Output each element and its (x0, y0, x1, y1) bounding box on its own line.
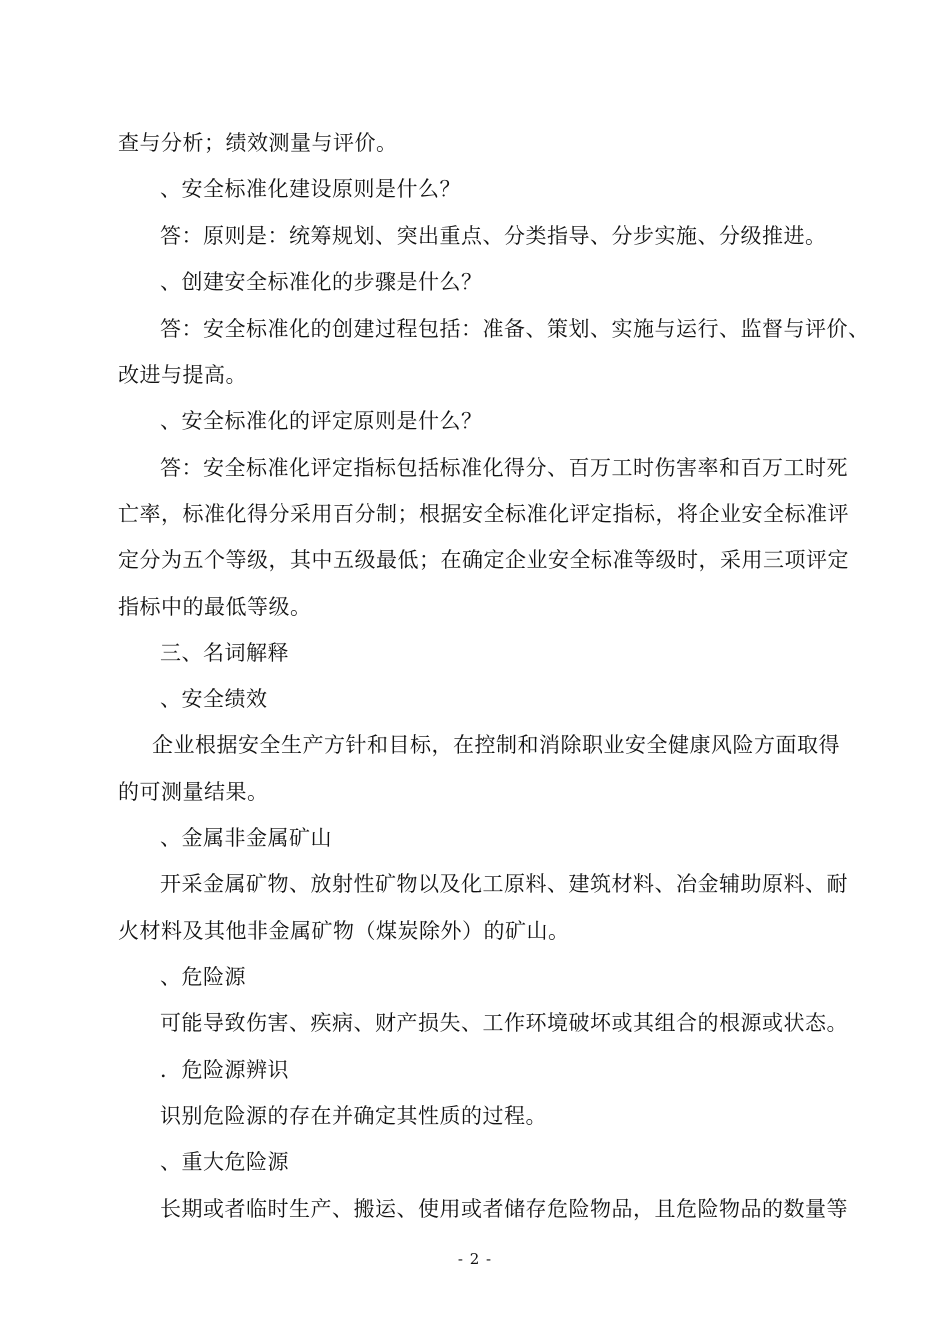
page-number: - 2 - (457, 1250, 493, 1268)
definition-line: 可能导致伤害、疾病、财产损失、工作环境破坏或其组合的根源或状态。 (160, 1011, 848, 1035)
text-line: 亡率，标准化得分采用百分制；根据安全标准化评定指标，将企业安全标准评 (118, 502, 849, 526)
definition-line: 企业根据安全生产方针和目标，在控制和消除职业安全健康风险方面取得 (152, 733, 840, 757)
answer-line: 答：安全标准化评定指标包括标准化得分、百万工时伤害率和百万工时死 (160, 456, 848, 480)
definition-line: 火材料及其他非金属矿物（煤炭除外）的矿山。 (118, 919, 570, 943)
answer-line: 答：安全标准化的创建过程包括：准备、策划、实施与运行、监督与评价、 (160, 317, 870, 341)
definition-line: 的可测量结果。 (118, 780, 269, 804)
term-heading: 、重大危险源 (160, 1150, 289, 1174)
text-line: 改进与提高。 (118, 363, 247, 387)
definition-line: 识别危险源的存在并确定其性质的过程。 (160, 1104, 547, 1128)
term-heading: ．危险源辨识 (160, 1058, 289, 1082)
definition-line: 开采金属矿物、放射性矿物以及化工原料、建筑材料、冶金辅助原料、耐 (160, 872, 848, 896)
definition-line: 长期或者临时生产、搬运、使用或者储存危险物品，且危险物品的数量等 (160, 1197, 848, 1221)
question-heading: 、安全标准化建设原则是什么？ (160, 177, 461, 201)
question-heading: 、安全标准化的评定原则是什么？ (160, 409, 483, 433)
text-line: 定分为五个等级，其中五级最低；在确定企业安全标准等级时，采用三项评定 (118, 548, 849, 572)
answer-line: 答：原则是：统筹规划、突出重点、分类指导、分步实施、分级推进。 (160, 224, 827, 248)
term-heading: 、安全绩效 (160, 687, 268, 711)
text-line: 查与分析；绩效测量与评价。 (118, 131, 398, 155)
text-line: 指标中的最低等级。 (118, 595, 312, 619)
term-heading: 、金属非金属矿山 (160, 826, 332, 850)
question-heading: 、创建安全标准化的步骤是什么？ (160, 270, 483, 294)
term-heading: 、危险源 (160, 965, 246, 989)
section-heading: 三、名词解释 (160, 641, 289, 665)
